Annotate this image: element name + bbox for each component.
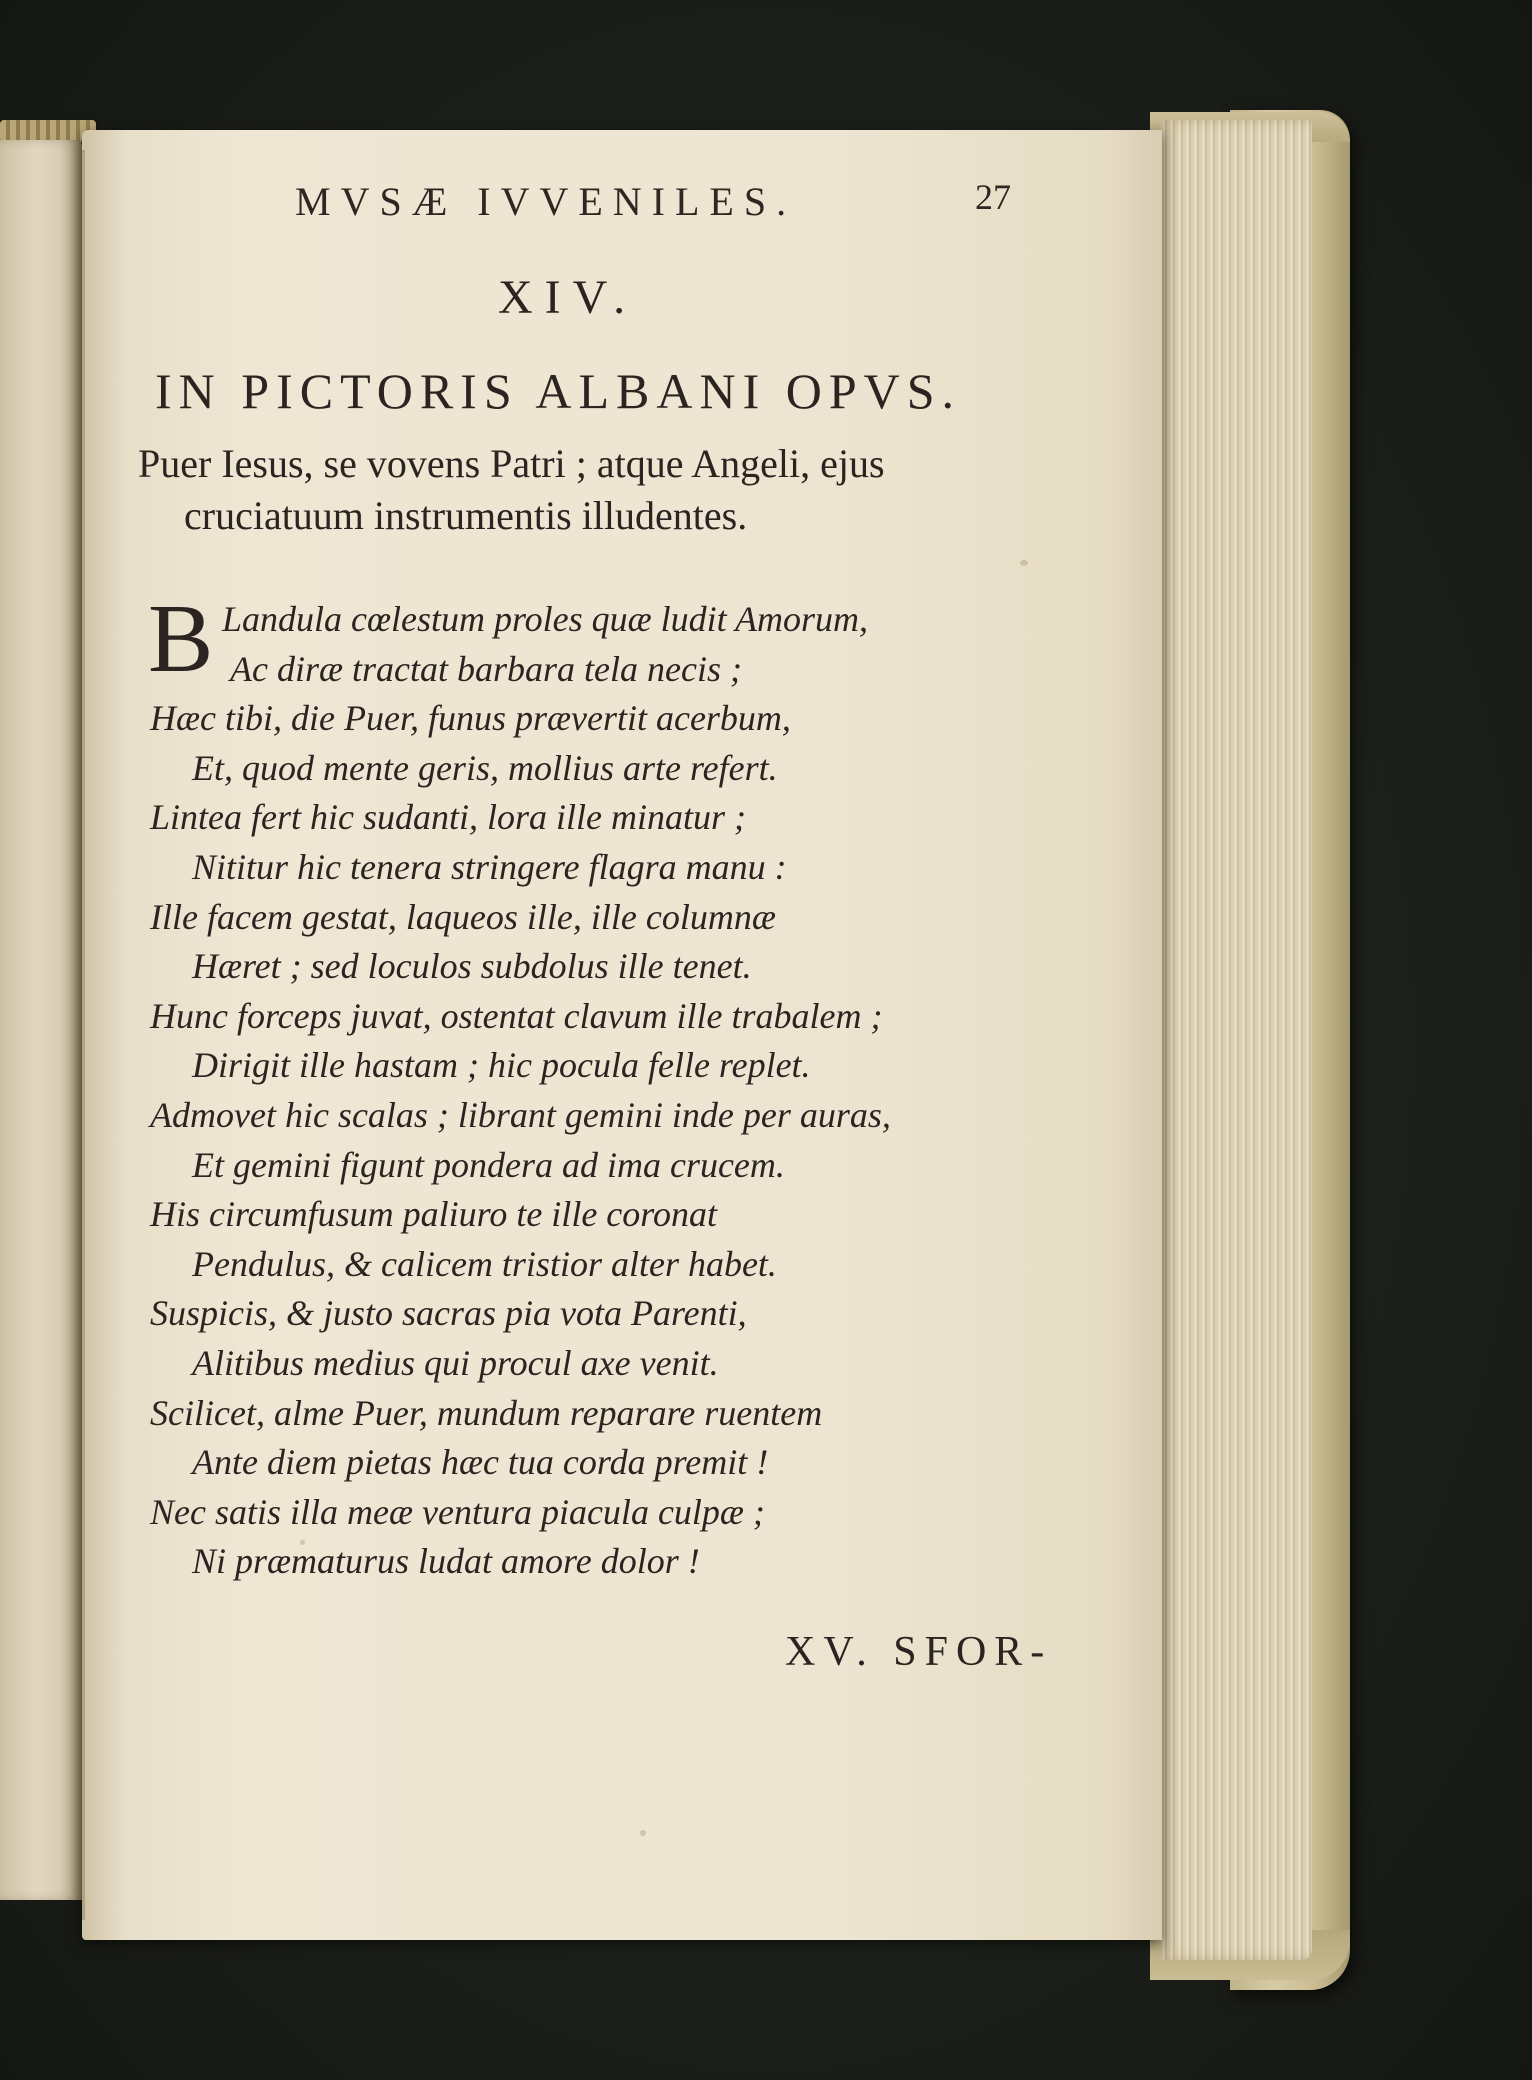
poem-line: Hæc tibi, die Puer, funus prævertit acerbum,	[150, 698, 791, 739]
poem-line: Hunc forceps juvat, ostentat clavum ille trabalem ;	[150, 995, 883, 1036]
subtitle-line: Puer Iesus, se vovens Patri ; atque Angeli, ejus	[138, 441, 885, 486]
poem-line: His circumfusum paliuro te ille coronat	[150, 1194, 717, 1235]
poem-line: Ac diræ tractat barbara tela necis ;	[230, 648, 742, 689]
poem-line: Ille facem gestat, laqueos ille, ille columnæ	[150, 896, 776, 937]
poem-line: Ni præmaturus ludat amore dolor !	[192, 1541, 700, 1582]
poem-line: Lintea fert hic sudanti, lora ille minatur ;	[150, 797, 746, 838]
poem-line: Landula cœlestum proles quæ ludit Amorum,	[222, 599, 869, 639]
poem-line: Et gemini figunt pondera ad ima crucem.	[192, 1144, 785, 1185]
poem-line: Pendulus, & calicem tristior alter habet.	[192, 1243, 777, 1284]
poem-line: Nec satis illa meæ ventura piacula culpæ ;	[150, 1491, 765, 1532]
drop-cap: B	[148, 585, 214, 693]
poem-line: Suspicis, & justo sacras pia vota Parenti,	[150, 1293, 747, 1334]
poem-line: Ante diem pietas hæc tua corda premit !	[192, 1442, 769, 1483]
poem-line: Nititur hic tenera stringere flagra manu :	[192, 846, 787, 887]
poem-line: Admovet hic scalas ; librant gemini inde per auras,	[150, 1094, 891, 1135]
poem-title: IN PICTORIS ALBANI OPVS.	[155, 363, 962, 419]
catchword: XV. SFOR-	[785, 1629, 1053, 1675]
poem-line: Scilicet, alme Puer, mundum reparare ruentem	[150, 1392, 823, 1433]
poem-line: Dirigit ille hastam ; hic pocula felle replet.	[192, 1045, 811, 1086]
poem-line: Et, quod mente geris, mollius arte refert.	[192, 747, 778, 788]
poem-subtitle	[138, 438, 1038, 542]
subtitle-line: cruciatuum instrumentis illudentes.	[184, 493, 748, 538]
poem-line: Alitibus medius qui procul axe venit.	[192, 1342, 719, 1383]
poem-line: Hæret ; sed loculos subdolus ille tenet.	[192, 946, 752, 987]
poem-body	[150, 595, 1050, 1587]
poem-number: XIV.	[498, 271, 638, 324]
running-head: MVSÆ IVVENILES.	[295, 179, 797, 224]
page-number: 27	[975, 177, 1011, 217]
